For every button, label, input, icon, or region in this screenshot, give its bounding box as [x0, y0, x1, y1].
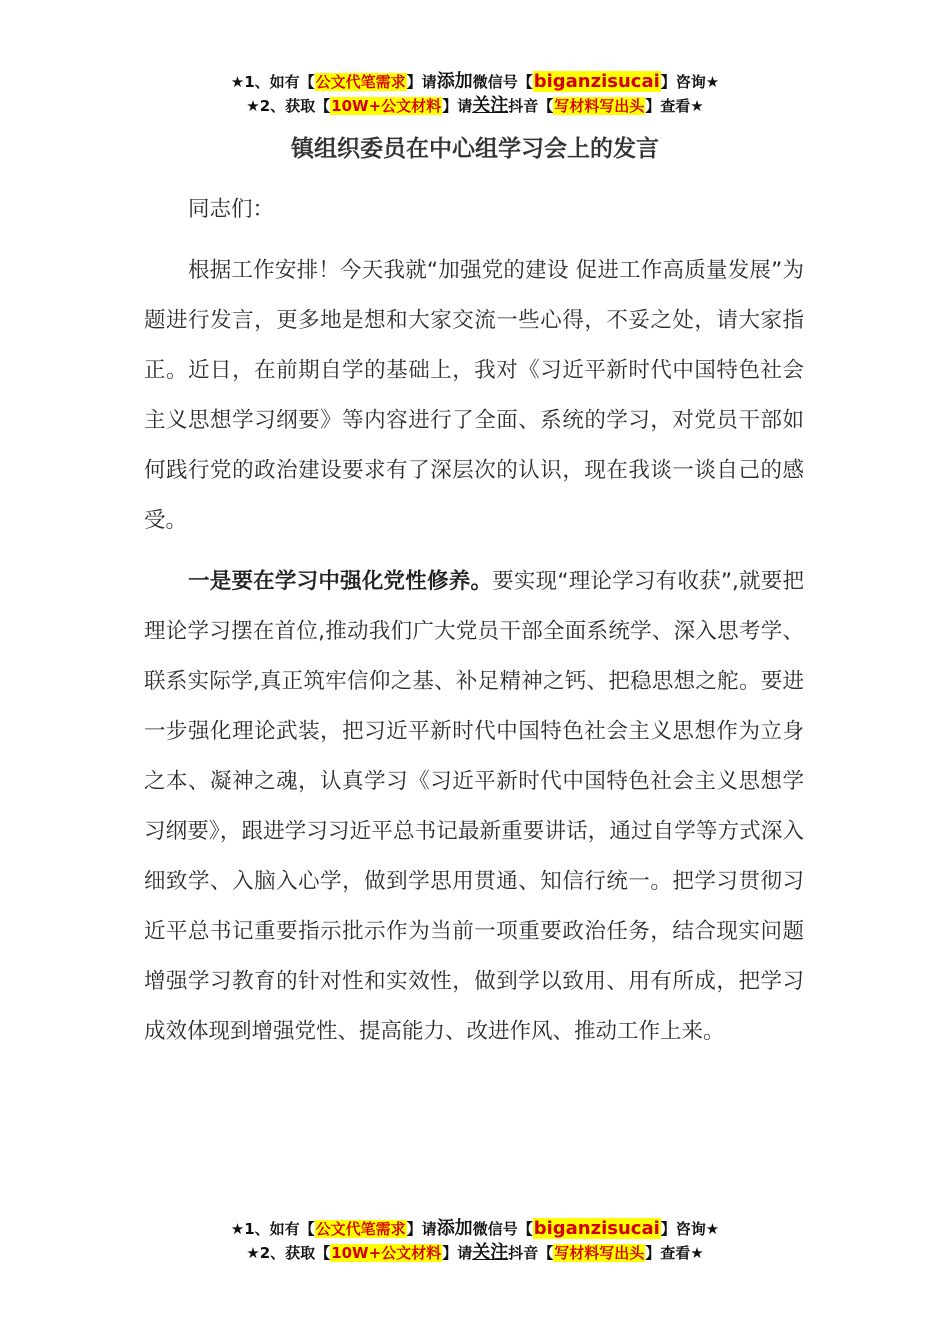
banner-line-1	[0, 1217, 950, 1241]
star-icon: ★	[705, 73, 720, 91]
emphasis-follow: 关注	[472, 95, 509, 116]
banner-text: 】请	[406, 1220, 437, 1238]
paragraph-point-one	[144, 557, 804, 1057]
banner-text: 抖音【	[508, 97, 554, 115]
banner-text: 微信号【	[472, 1220, 533, 1238]
highlight-douyin-account[interactable]: 写材料写出头	[554, 1244, 645, 1262]
paragraph-intro: 根据工作安排！今天我就“加强党的建设 促进工作高质量发展”为题进行发言，更多地是想和大家交流一些心得，不妥之处，请大家指正。近日，在前期自学的基础上，我对《习近平新时代中国特色社会主义思想学习纲要》等内容进行了全面、系统的学习，对党员干部如何践行党的政治建设要求有了深层次的认识，现在我谈一谈自己的感受。	[144, 258, 804, 533]
ad-banner-top	[0, 70, 950, 118]
banner-line-2	[0, 94, 950, 118]
highlight-service: 公文代笔需求	[315, 73, 406, 91]
banner-text: 1、如有【	[244, 1220, 315, 1238]
highlight-wechat-id[interactable]: biganzisucai	[533, 71, 660, 92]
highlight-service: 公文代笔需求	[315, 1220, 406, 1238]
banner-text: 微信号【	[472, 73, 533, 91]
emphasis-add: 添加	[436, 1218, 473, 1239]
star-icon: ★	[246, 97, 260, 115]
paragraph-body: 要实现“理论学习有收获”,就要把理论学习摆在首位,推动我们广大党员干部全面系统学、深入思考学、联系实际学,真正筑牢信仰之基、补足精神之钙、把稳思想之舵。要进一步强化理论武装，把习近平新时代中国特色社会主义思想作为立身之本、凝神之魂，认真学习《习近平新时代中国特色社会主义思想学习纲要》，跟进学习习近平总书记最新重要讲话，通过自学等方式深入细致学、入脑入心学，做到学思用贯通、知信行统一。把学习贯彻习近平总书记重要指示批示作为当前一项重要政治任务，结合现实问题增强学习教育的针对性和实效性，做到学以致用、用有所成，把学习成效体现到增强党性、提高能力、改进作风、推动工作上来。	[144, 569, 804, 1044]
star-icon: ★	[690, 97, 704, 115]
highlight-wechat-id[interactable]: biganzisucai	[533, 1218, 660, 1239]
star-icon: ★	[690, 1244, 704, 1262]
banner-text: 】请	[442, 1244, 473, 1262]
emphasis-add: 添加	[436, 71, 473, 92]
banner-text: 1、如有【	[244, 73, 315, 91]
banner-line-2	[0, 1241, 950, 1265]
star-icon: ★	[246, 1244, 260, 1262]
banner-text: 抖音【	[508, 1244, 554, 1262]
banner-text: 2、获取【	[259, 1244, 331, 1262]
emphasis-follow: 关注	[472, 1242, 509, 1263]
highlight-materials: 10W+公文材料	[331, 97, 442, 115]
banner-text: 】查看	[645, 97, 691, 115]
banner-text: 】查看	[645, 1244, 691, 1262]
banner-line-1	[0, 70, 950, 94]
highlight-douyin-account[interactable]: 写材料写出头	[554, 97, 645, 115]
star-icon: ★	[230, 1220, 245, 1238]
banner-text: 】请	[442, 97, 473, 115]
banner-text: 2、获取【	[259, 97, 331, 115]
paragraph-lead: 一是要在学习中强化党性修养。	[188, 569, 493, 594]
star-icon: ★	[230, 73, 245, 91]
highlight-materials: 10W+公文材料	[331, 1244, 442, 1262]
document-title: 镇组织委员在中心组学习会上的发言	[291, 136, 659, 162]
banner-text: 】咨询	[660, 73, 706, 91]
star-icon: ★	[705, 1220, 720, 1238]
salutation: 同志们：	[188, 197, 275, 222]
ad-banner-bottom	[0, 1217, 950, 1265]
banner-text: 】请	[406, 73, 437, 91]
banner-text: 】咨询	[660, 1220, 706, 1238]
